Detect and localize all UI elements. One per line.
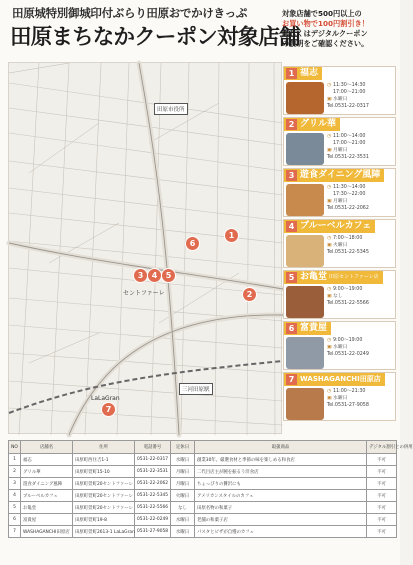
map-pin-5[interactable]: 5 <box>162 269 175 282</box>
shop-photo <box>286 82 324 114</box>
table-row: 3 遊食ダイニング風陣 田原町萱町20セントファーレ 0531-22-2062 月曜日 ちょっぴりの贅沢にも 不可 <box>9 478 397 490</box>
table-row: 1 福志 田原町西住吉1-1 0531-22-0317 水曜日 創業30年。厳選食材と季節の味を楽しめる和食店 不可 <box>9 454 397 466</box>
map-streets <box>9 63 283 435</box>
shop-info: ◷ 7:00〜18:00 ▣火曜日 Tel.0531-22-5345 <box>327 236 369 255</box>
col-phone: 電話番号 <box>135 441 171 454</box>
shop-info: ◷ 9:00〜19:00 ▣水曜日 Tel.0531-22-0249 <box>327 338 369 357</box>
shop-card-header: 4 ブルーベルカフェ <box>284 220 375 233</box>
shop-card-4[interactable] <box>283 219 396 268</box>
table-row: 2 グリル華 田原町萱町15-10 0531-22-3531 月曜日 二代目店主が腕を振るう洋食店 不可 <box>9 466 397 478</box>
table-row: 5 お亀堂 田原町萱町20セントファーレ 0531-22-5566 なし 田原名物の和菓子 不可 <box>9 502 397 514</box>
col-items: 取扱商品 <box>195 441 367 454</box>
table-header-row <box>9 441 397 454</box>
shop-card-2[interactable] <box>283 117 396 166</box>
calendar-icon: ▣ <box>327 243 332 248</box>
map-label-central: セントファーレ <box>123 290 165 297</box>
map-label-city-hall: 田原市役所 <box>154 103 188 115</box>
map-label-lalagran: LaLaGran <box>91 395 120 402</box>
shop-table <box>8 440 413 538</box>
note-line-1: 対象店舗で500円以上の <box>282 9 362 18</box>
shop-photo <box>286 133 324 165</box>
shop-card-header: 2 グリル華 <box>284 118 340 131</box>
header-subtitle: 田原城特別御城印付ぶらり田原おでかけきっぷ <box>12 6 248 20</box>
clock-icon: ◷ <box>327 134 332 139</box>
map-pin-3[interactable]: 3 <box>134 269 147 282</box>
col-no: NO <box>9 441 21 454</box>
table-row: 6 富貴屋 田原町萱町19-8 0531-22-0249 水曜日 老舗の和菓子店 不可 <box>9 514 397 526</box>
map-pin-6[interactable]: 6 <box>186 237 199 250</box>
shop-photo <box>286 388 324 420</box>
calendar-icon: ▣ <box>327 294 332 299</box>
shop-card-header: 6 富貴屋 <box>284 322 331 335</box>
shop-card-3[interactable] <box>283 168 396 217</box>
header-note <box>282 9 396 49</box>
shop-card-1[interactable] <box>283 66 396 115</box>
shop-card-7[interactable] <box>283 372 396 421</box>
shop-info: ◷ 11:00〜14:00 17:00〜21:00 ▣月曜日 Tel.0531-22-3531 <box>327 134 369 160</box>
clock-icon: ◷ <box>327 389 332 394</box>
clock-icon: ◷ <box>327 236 332 241</box>
header-title: 田原まちなかクーポン対象店舗 <box>10 25 300 50</box>
col-closed: 定休日 <box>171 441 195 454</box>
map-label-station: 三河田原駅 <box>179 383 213 395</box>
shop-card-header: 5 お亀堂 田原セントファーレ店 <box>284 271 383 284</box>
shop-photo <box>286 184 324 216</box>
map-pin-1[interactable]: 1 <box>225 229 238 242</box>
note-line-2: お買い物で100円割引き！ <box>282 19 369 28</box>
shop-card-header: 7 WASHAGANCHI田原店 <box>284 373 385 386</box>
shop-info: ◷ 9:00〜19:00 ▣なし Tel.0531-22-5566 <box>327 287 369 306</box>
table-row: 4 ブルーベルカフェ 田原町萱町20セントファーレ 0531-22-5345 火曜日 アメリカンスタイルのカフェ 不可 <box>9 490 397 502</box>
calendar-icon: ▣ <box>327 396 332 401</box>
shop-photo <box>286 235 324 267</box>
map-pin-2[interactable]: 2 <box>243 288 256 301</box>
map-pin-7[interactable]: 7 <box>102 403 115 416</box>
shop-photo <box>286 286 324 318</box>
shop-info: ◷ 11:30〜14:00 17:30〜22:00 ▣月曜日 Tel.0531-22-2062 <box>327 185 369 211</box>
note-line-3: 詳しくはデジタルクーポン <box>282 29 368 38</box>
clock-icon: ◷ <box>327 185 332 190</box>
clock-icon: ◷ <box>327 83 332 88</box>
calendar-icon: ▣ <box>327 148 332 153</box>
shop-info: ◷ 11:30〜14:30 17:00〜21:00 ▣水曜日 Tel.0531-22-0317 <box>327 83 369 109</box>
clock-icon: ◷ <box>327 287 332 292</box>
area-map[interactable] <box>8 62 282 434</box>
shop-card-header: 3 遊食ダイニング風陣 <box>284 169 384 182</box>
shop-card-header: 1 福志 <box>284 67 322 80</box>
clock-icon: ◷ <box>327 338 332 343</box>
calendar-icon: ▣ <box>327 97 332 102</box>
calendar-icon: ▣ <box>327 199 332 204</box>
shop-card-6[interactable] <box>283 321 396 370</box>
shop-photo <box>286 337 324 369</box>
calendar-icon: ▣ <box>327 345 332 350</box>
col-name: 店舗名 <box>21 441 73 454</box>
col-combine: デジタル割引との併用 <box>367 441 397 454</box>
shop-info: ◷ 11:00〜21:30 ▣水曜日 Tel.0531-27-9058 <box>327 389 369 408</box>
table-row: 7 WASHAGANCHI田原店 田原町萱町2613-1 LaLaGran 0531-27-9058 水曜日 パスタとピザが自慢のカフェ 不可 <box>9 526 397 538</box>
shop-card-5[interactable] <box>283 270 396 319</box>
map-pin-4[interactable]: 4 <box>148 269 161 282</box>
col-address: 住所 <box>73 441 135 454</box>
note-line-4: の説明をご確認ください。 <box>282 39 369 48</box>
